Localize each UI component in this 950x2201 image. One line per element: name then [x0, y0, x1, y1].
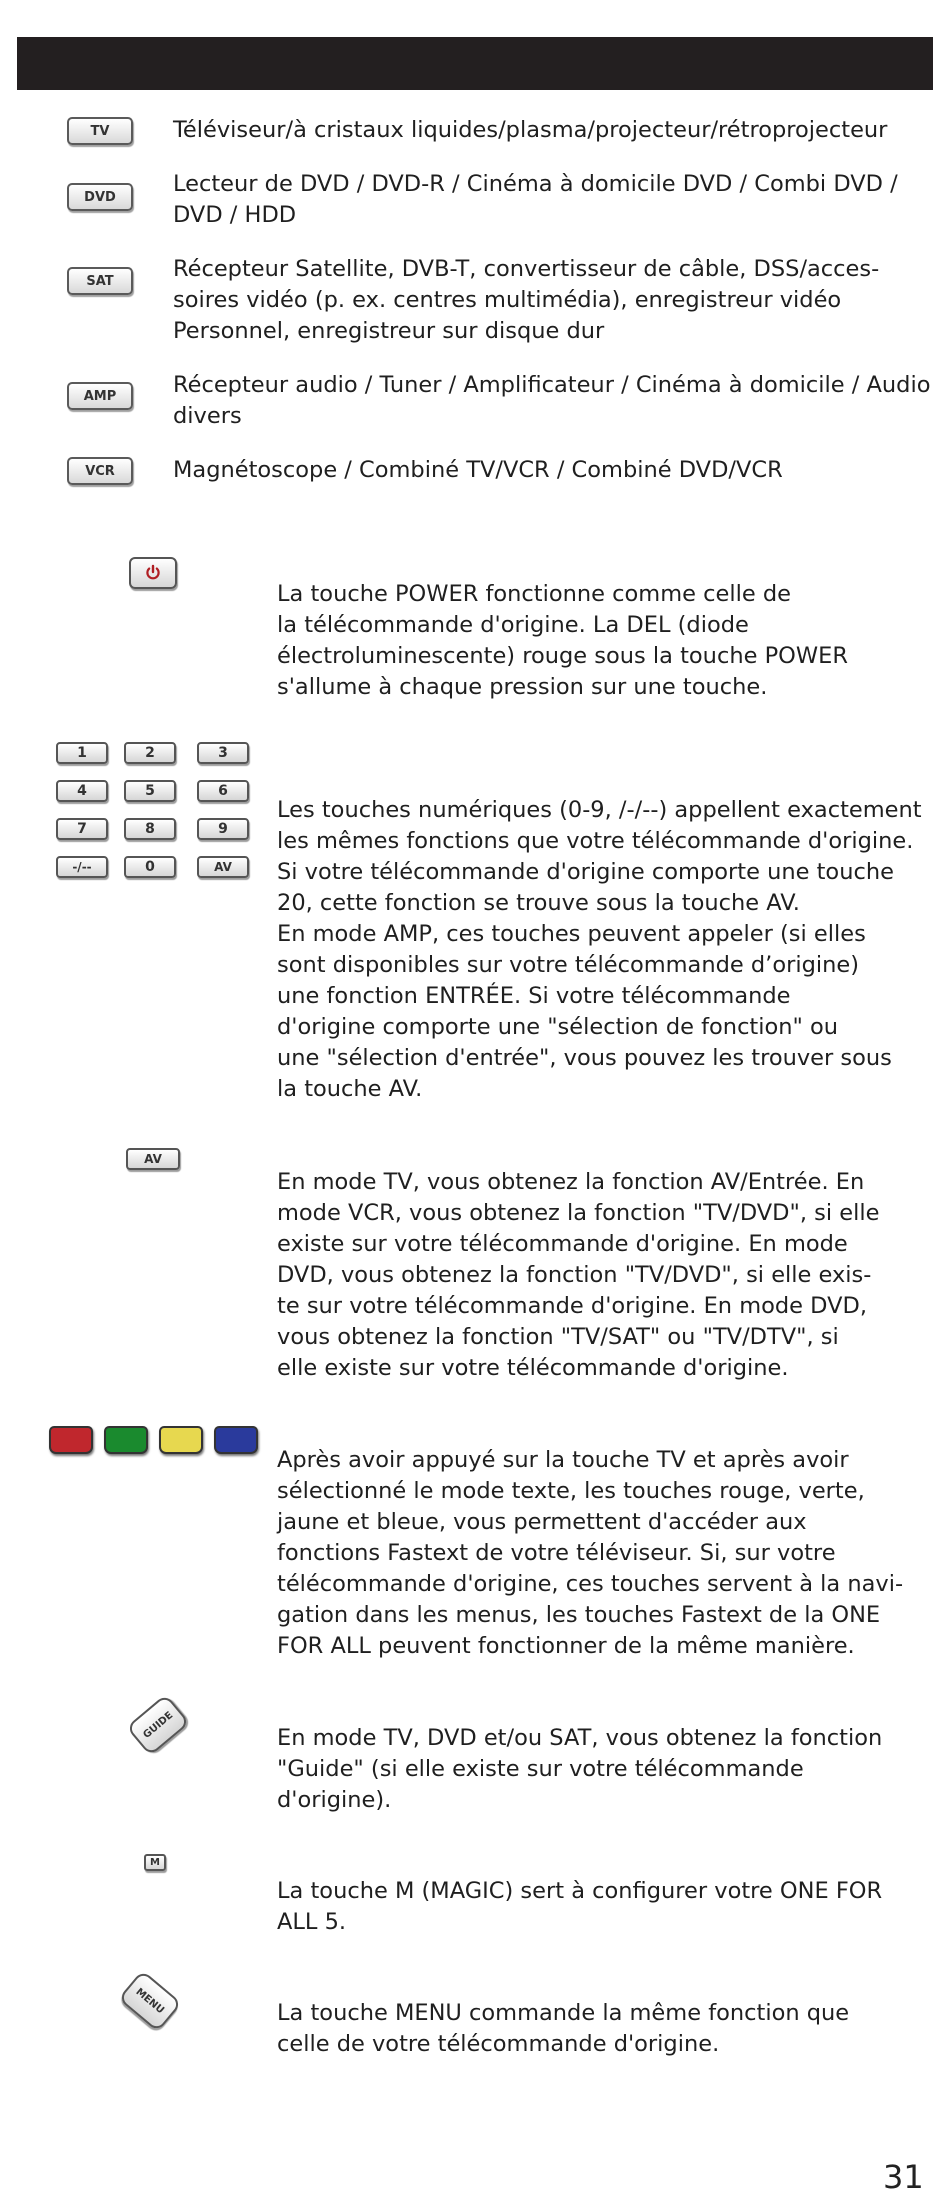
digit-key-4: 4 [56, 780, 108, 802]
digit-key-5: 5 [124, 780, 176, 802]
guide-key-image: GUIDE [126, 1694, 190, 1757]
sat-mode-key: SAT [67, 267, 133, 295]
numeric-description: Les touches numériques (0-9, /-/--) appellent exactement les mêmes fonctions que votre télécommande d'origine. Si votre télécommande d'origine comporte une touche 20, cette fonction se trouve sous la touche AV. En mode AMP, ces touches peuvent appeler (si elles sont disponibles sur votre télécommande d’origine) une fonction ENTRÉE. Si votre télécommande d'origine comporte une "sélection de fonction" ou une "sélection d'entrée", vous pouvez les trouver sous la touche AV. [277, 797, 922, 1102]
digit-key-7: 7 [56, 818, 108, 840]
green-key [104, 1426, 148, 1454]
digit-key-8: 8 [124, 818, 176, 840]
digit-key-2: 2 [124, 742, 176, 764]
guide-description: En mode TV, DVD et/ou SAT, vous obtenez la fonction "Guide" (si elle existe sur votre télécommande d'origine). [277, 1725, 883, 1813]
fastext-description: Après avoir appuyé sur la touche TV et après avoir sélectionné le mode texte, les touches rouge, verte, jaune et bleue, vous permettent d'accéder aux fonctions Fastext de votre téléviseur. Si, sur votre télécommande d'origine, ces touches servent à la navi- gation dans les menus, les touches Fastext de la ONE FOR ALL peuvent fonctionner de la même manière. [277, 1447, 904, 1659]
digit-key-6: 6 [197, 780, 249, 802]
dvd-mode-key: DVD [67, 183, 133, 211]
av-description: En mode TV, vous obtenez la fonction AV/Entrée. En mode VCR, vous obtenez la fonction "TV/DVD", si elle existe sur votre télécommande d'origine. En mode DVD, vous obtenez la fonction "TV/DVD", si elle exis- te sur votre télécommande d'origine. En mode DVD, vous obtenez la fonction "TV/SAT" ou "TV/DTV", si elle existe sur votre télécommande d'origine. [277, 1169, 880, 1381]
av-key-small: AV [197, 856, 249, 878]
digit-key-1: 1 [56, 742, 108, 764]
header-bar [17, 37, 933, 90]
page-number: 31 [883, 2158, 924, 2196]
amp-mode-description: Récepteur audio / Tuner / Amplificateur / Cinéma à domicile / Audio divers [173, 372, 931, 429]
dvd-mode-description: Lecteur de DVD / DVD-R / Cinéma à domicile DVD / Combi DVD / DVD / HDD [173, 171, 898, 228]
digit-key-0: 0 [124, 856, 176, 878]
menu-key-image: MENU [118, 1970, 182, 2033]
power-button-image [129, 557, 177, 589]
tv-mode-description: Téléviseur/à cristaux liquides/plasma/projecteur/rétroprojecteur [173, 117, 888, 143]
dash-key: -/-- [56, 856, 108, 878]
av-key-image: AV [126, 1148, 180, 1170]
blue-key [214, 1426, 258, 1454]
digit-key-9: 9 [197, 818, 249, 840]
tv-mode-key: TV [67, 117, 133, 145]
magic-description: La touche M (MAGIC) sert à configurer votre ONE FOR ALL 5. [277, 1878, 883, 1935]
menu-description: La touche MENU commande la même fonction que celle de votre télécommande d'origine. [277, 2000, 850, 2057]
power-icon [144, 564, 162, 582]
yellow-key [159, 1426, 203, 1454]
magic-key-image: M [144, 1854, 166, 1871]
sat-mode-description: Récepteur Satellite, DVB-T, convertisseur de câble, DSS/acces-soires vidéo (p. ex. centres multimédia), enregistreur vidéo Personnel, enregistreur sur disque dur [173, 256, 880, 344]
digit-key-3: 3 [197, 742, 249, 764]
power-description: La touche POWER fonctionne comme celle de la télécommande d'origine. La DEL (diode électroluminescente) rouge sous la touche POWER s'allume à chaque pression sur une touche. [277, 581, 848, 700]
amp-mode-key: AMP [67, 382, 133, 410]
vcr-mode-key: VCR [67, 457, 133, 485]
vcr-mode-description: Magnétoscope / Combiné TV/VCR / Combiné DVD/VCR [173, 457, 783, 483]
red-key [49, 1426, 93, 1454]
